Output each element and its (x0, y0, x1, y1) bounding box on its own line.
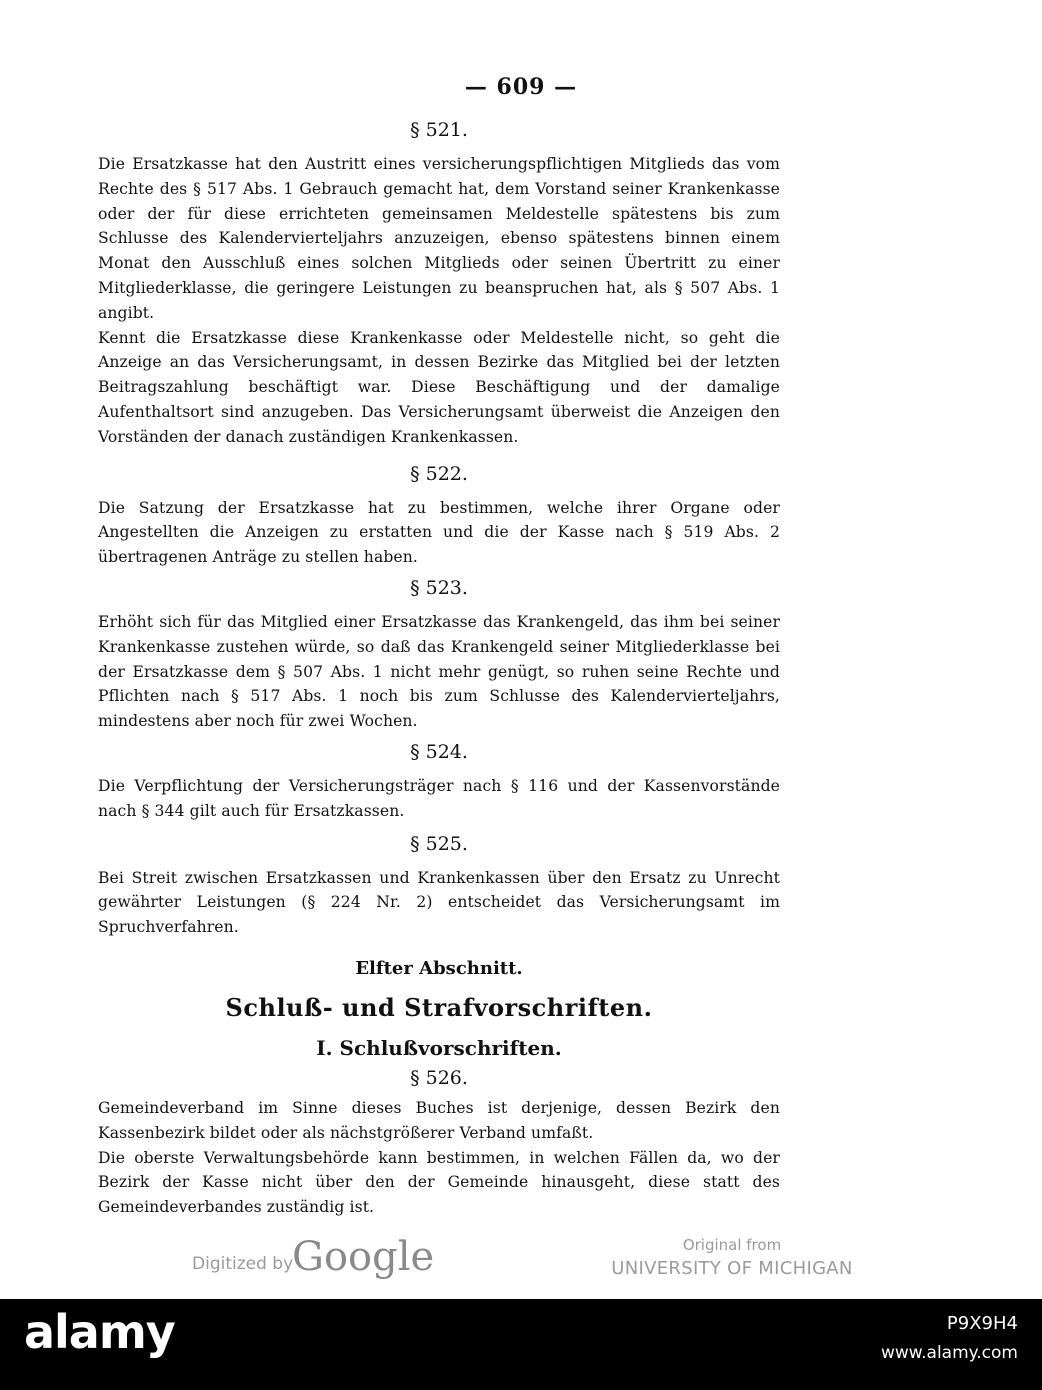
section-heading: § 523. (410, 576, 468, 599)
alamy-url: www.alamy.com (880, 1343, 1018, 1363)
paragraph: Die Satzung der Ersatzkasse hat zu bestimmen, welche ihrer Organe oder Angestellten die Anzeigen zu erstatten und die der Kasse nach § 519 Abs. 2 übertragenen Anträge zu stellen haben. (98, 498, 780, 567)
paragraph: Gemeindeverband im Sinne dieses Buches ist derjenige, dessen Bezirk den Kassenbezirk bildet oder als nächstgrößerer Verband umfaßt. (98, 1098, 780, 1142)
section-523 (98, 576, 780, 734)
chapter-subheading: Elfter Abschnitt. (355, 957, 523, 979)
section-525 (98, 832, 780, 940)
paragraph: Die Verpflichtung der Versicherungsträger nach § 116 und der Kassenvorstände nach § 344 gilt auch für Ersatzkassen. (98, 776, 780, 820)
paragraph: Kennt die Ersatzkasse diese Krankenkasse oder Meldestelle nicht, so geht die Anzeige an das Versicherungsamt, in dessen Bezirke das Mitglied bei der letzten Beitragszahlung beschäftigt war. Diese Beschäftigung und der damalige Aufenthaltsort sind anzugeben. Das Versicherungsamt überweist die Anzeigen den Vorständen der danach zuständigen Krankenkassen. (98, 328, 780, 446)
section-522 (98, 462, 780, 570)
original-from-label: Original from (682, 1236, 782, 1254)
digitization-footer (0, 1228, 1042, 1298)
section-524 (98, 740, 780, 824)
chapter-title: Schluß- und Strafvorschriften. (225, 992, 653, 1022)
image-id: P9X9H4 (946, 1313, 1018, 1334)
section-heading: § 524. (410, 740, 468, 763)
section-heading: § 522. (410, 462, 468, 485)
section-heading: § 525. (410, 832, 468, 855)
paragraph: Die oberste Verwaltungsbehörde kann bestimmen, in welchen Fällen da, wo der Bezirk der Kasse nicht über den der Gemeinde hinausgeht, diese statt des Gemeindeverbandes zuständig ist. (98, 1148, 780, 1217)
paragraph: Erhöht sich für das Mitglied einer Ersatzkasse das Krankengeld, das ihm bei seiner Krankenkasse zustehen würde, so daß das Krankengeld seiner Mitgliederklasse bei der Ersatzkasse dem § 507 Abs. 1 nicht mehr genügt, so ruhen seine Rechte und Pflichten nach § 517 Abs. 1 noch bis zum Schlusse des Kalendervierteljahrs, mindestens aber noch für zwei Wochen. (98, 612, 780, 731)
chapter (98, 958, 780, 1220)
section-521 (98, 118, 780, 450)
university-label: UNIVERSITY OF MICHIGAN (611, 1258, 853, 1279)
paragraph: Bei Streit zwischen Ersatzkassen und Krankenkassen über den Ersatz zu Unrecht gewährter Leistungen (§ 224 Nr. 2) entscheidet das Versicherungsamt im Spruchverfahren. (98, 868, 780, 937)
google-logo: Google (292, 1234, 435, 1280)
watermark-bar (0, 1299, 1042, 1390)
alamy-logo: alamy (24, 1305, 175, 1359)
section-heading: § 526. (410, 1066, 468, 1089)
page-number: — 609 — (464, 74, 578, 100)
section-heading: § 521. (410, 119, 468, 141)
digitized-by-label: Digitized by (192, 1254, 294, 1274)
part-title: I. Schlußvorschriften. (316, 1035, 562, 1060)
paragraph: Die Ersatzkasse hat den Austritt eines versicherungspflichtigen Mitglieds das vom Rechte des § 517 Abs. 1 Gebrauch gemacht hat, dem Vorstand seiner Krankenkasse oder der für diese errichteten gemeinsamen Meldestelle spätestens bis zum Schlusse des Kalendervierteljahrs anzuzeigen, ebenso spätestens binnen einem Monat den Ausschluß eines solchen Mitglieds oder seinen Übertritt zu einer Mitgliederklasse, die geringere Leistungen zu beanspruchen hat, als § 507 Abs. 1 angibt. (98, 155, 780, 322)
page-content (98, 118, 780, 1220)
